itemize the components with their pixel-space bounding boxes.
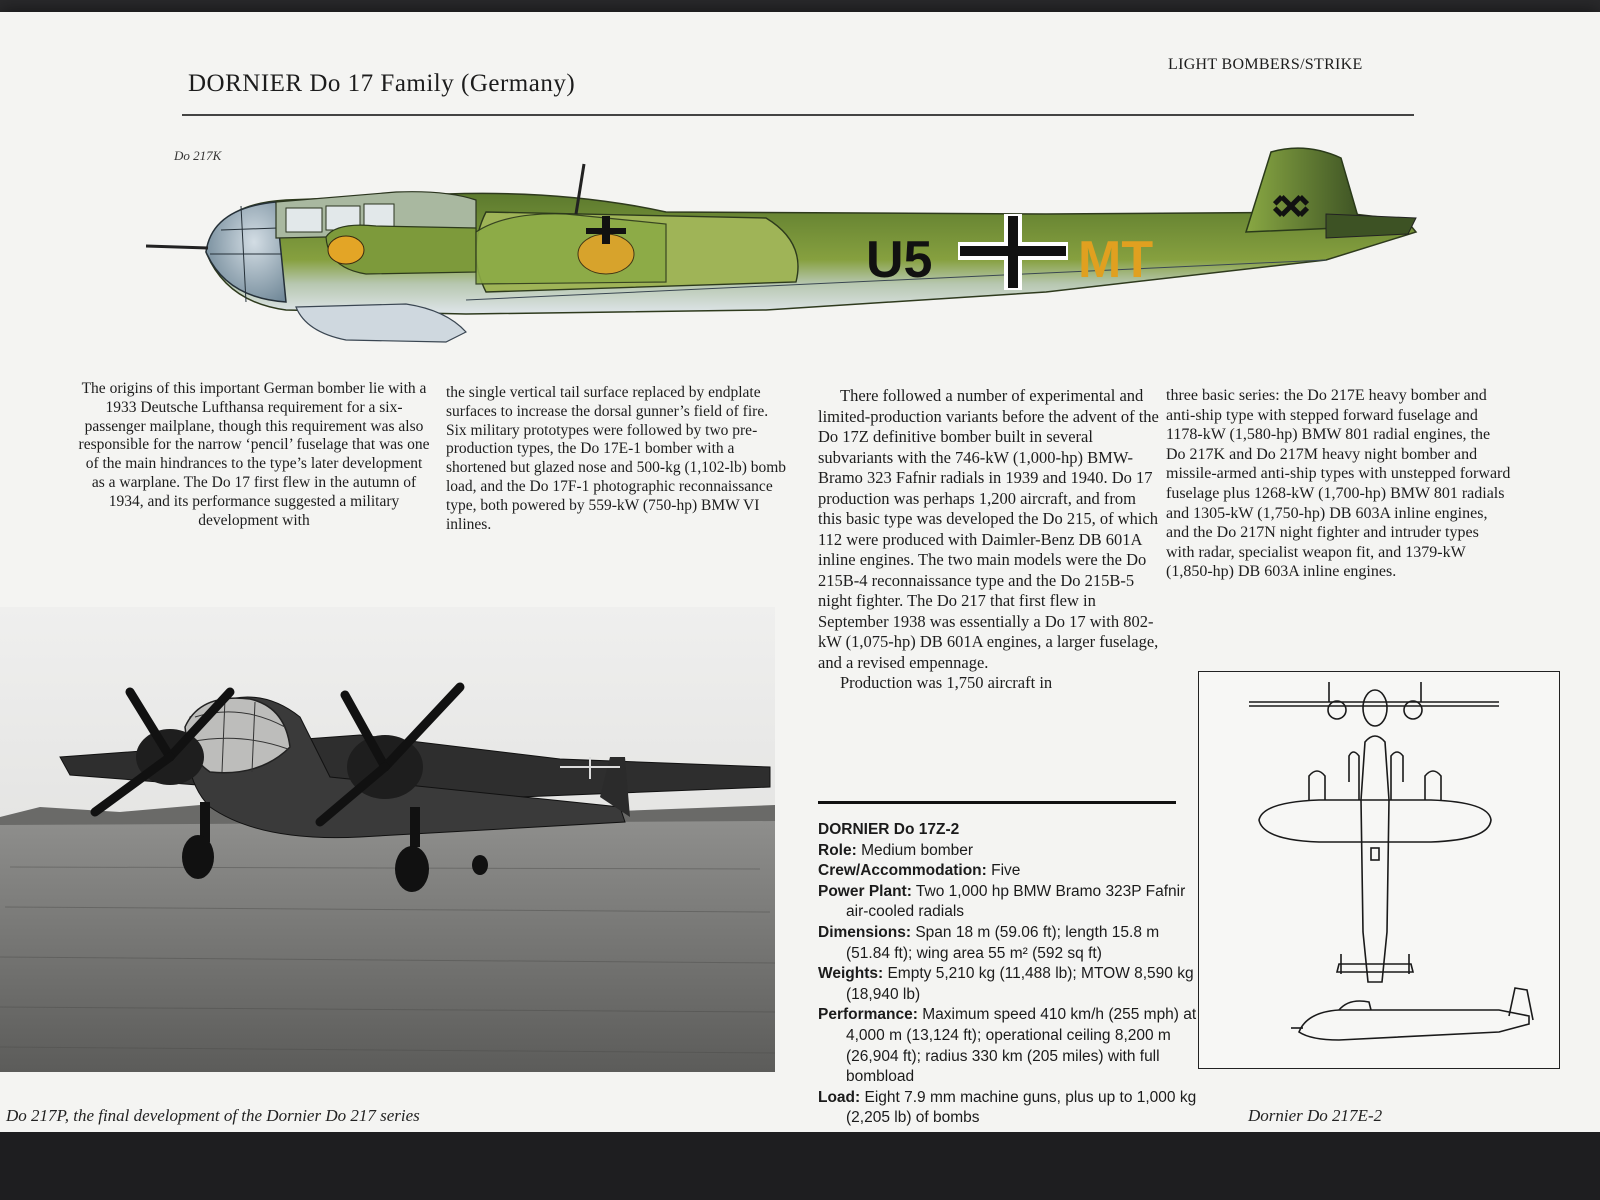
spec-row	[818, 841, 1203, 862]
spec-row	[818, 1088, 1203, 1129]
spec-label: Load:	[818, 1088, 861, 1106]
fuselage-code-right: MT	[1078, 231, 1154, 289]
body-column-4	[1166, 386, 1511, 582]
photo-caption: Do 217P, the final development of the Dornier Do 217 series	[6, 1106, 420, 1125]
aircraft-profile-illustration	[146, 142, 1446, 357]
spec-label: Dimensions:	[818, 923, 912, 941]
spec-row	[818, 964, 1203, 1005]
body-paragraph: The origins of this important German bomber lie with a 1933 Deutsche Lufthansa requirement for a six-passenger mailplane, though this requirement was also responsible for the narrow ‘pencil’ fuselage that was one of the main hindrances to the type’s later development as a warplane. The Do 17 first flew in the autumn of 1934, and its performance suggested a military development with	[78, 380, 430, 529]
body-column-3	[818, 386, 1163, 694]
category-heading: LIGHT BOMBERS/STRIKE	[1168, 56, 1363, 73]
three-view-caption: Dornier Do 217E-2	[1248, 1106, 1383, 1125]
body-paragraph: the single vertical tail surface replaced by endplate surfaces to increase the dorsal gunner’s field of fire. Six military prototypes were followed by two pre-production types, the Do 17E-1 bomber with a shortened but glazed nose and 500-kg (1,102-lb) bomb load, and the Do 17F-1 photographic reconnaissance type, both powered by 559-kW (750-hp) BMW VI inlines.	[446, 384, 787, 533]
specs-model-title: DORNIER Do 17Z-2	[818, 821, 960, 838]
body-paragraph: three basic series: the Do 217E heavy bomber and anti-ship type with stepped forward fuselage and 1178-kW (1,580-hp) BMW 801 radial engines, the Do 217K and Do 217M heavy night bomber and missile-armed anti-ship types with unstepped forward fuselage plus 1268-kW (1,700-hp) BMW 801 radials and 1305-kW (1,750-hp) DB 603A inline engines, and the Do 217N night fighter and intruder types with radar, specialist weapon fit, and 1379-kW (1,850-hp) DB 603A inline engines.	[1166, 387, 1511, 581]
three-view-drawing	[1198, 671, 1560, 1069]
specs-rule	[818, 801, 1176, 804]
spec-value: Medium bomber	[861, 841, 974, 859]
header-rule	[182, 114, 1414, 116]
spec-label: Crew/Accommodation:	[818, 862, 987, 880]
spec-label: Role:	[818, 841, 857, 859]
aircraft-photograph	[0, 607, 775, 1072]
spec-row	[818, 882, 1203, 923]
spec-row	[818, 923, 1203, 964]
specifications-block	[818, 820, 1203, 1129]
spec-row	[818, 861, 1203, 882]
spec-value: Two 1,000 hp BMW Bramo 323P Fafnir air-cooled radials	[846, 882, 1186, 921]
spec-value: Five	[991, 862, 1021, 880]
spec-label: Weights:	[818, 965, 884, 983]
fuselage-code-left: U5	[866, 231, 933, 289]
spec-value: Maximum speed 410 km/h (255 mph) at 4,000 m (13,124 ft); operational ceiling 8,200 m (26,904 ft); radius 330 km (205 miles) with full bombload	[846, 1006, 1197, 1086]
spec-value: Span 18 m (59.06 ft); length 15.8 m (51.84 ft); wing area 55 m² (592 sq ft)	[846, 923, 1160, 962]
spec-value: Empty 5,210 kg (11,488 lb); MTOW 8,590 kg (18,940 lb)	[846, 965, 1194, 1003]
profile-label: Do 217K	[174, 148, 222, 163]
page-title: DORNIER Do 17 Family (Germany)	[188, 70, 576, 97]
spec-value: Eight 7.9 mm machine guns, plus up to 1,000 kg (2,205 lb) of bombs	[846, 1088, 1197, 1127]
body-column-2	[446, 384, 788, 534]
document-page	[0, 12, 1600, 1132]
background-surface	[0, 1132, 1600, 1200]
body-paragraph: There followed a number of experimental and limited-production variants before the advent of the Do 17Z definitive bomber built in several subvariants with the 746-kW (1,000-hp) BMW-Bramo 323 Fafnir radials in 1939 and 1940. Do 17 production was perhaps 1,200 aircraft, and from this basic type was developed the Do 215, of which 112 were produced with Daimler-Benz DB 601A inline engines. The two main models were the Do 215B-4 reconnaissance type and the Do 215B-5 night fighter. The Do 217 that first flew in September 1938 was essentially a Do 17 with 802-kW (1,075-hp) DB 601A engines, a larger fuselage, and a revised empennage.	[818, 386, 1159, 672]
spec-row	[818, 1005, 1203, 1087]
body-column-1	[78, 380, 430, 530]
spec-label: Performance:	[818, 1006, 918, 1024]
spec-label: Power Plant:	[818, 882, 912, 900]
body-paragraph: Production was 1,750 aircraft in	[840, 673, 1053, 692]
